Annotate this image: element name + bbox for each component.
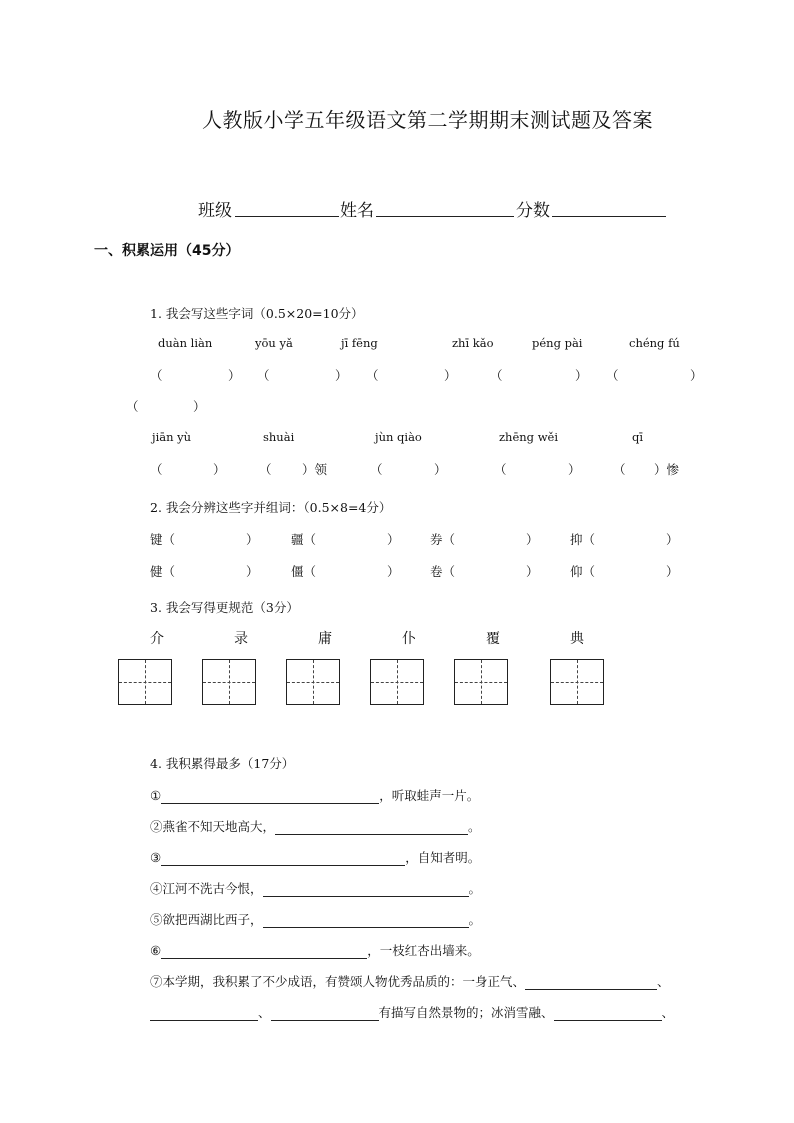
class-field[interactable]	[235, 198, 339, 217]
answer-paren-close: ）	[193, 399, 206, 414]
answer-paren-open: （	[370, 462, 383, 477]
answer-paren-close: ）	[575, 368, 588, 383]
answer-paren-close: ）	[690, 368, 703, 383]
answer-paren-open: （	[126, 399, 139, 414]
pinyin: jī fēng	[341, 336, 378, 350]
fill-blank[interactable]	[263, 882, 469, 897]
fill-item	[150, 910, 481, 928]
question-1-title: 1. 我会写这些字词（0.5×20=10分）	[150, 306, 364, 321]
fill-blank[interactable]	[161, 789, 379, 804]
char-prompt: 抑（	[570, 532, 596, 547]
model-char: 覆	[486, 631, 500, 647]
answer-paren-open: （	[150, 368, 163, 383]
question-2-title: 2. 我会分辨这些字并组词：（0.5×8=4分）	[150, 500, 392, 515]
fill-suffix: 。	[468, 819, 481, 834]
fill-suffix: 、	[661, 1005, 675, 1020]
answer-paren-open: （	[150, 462, 163, 477]
fill-item-7-continued	[150, 1003, 674, 1021]
char-prompt: 券（	[430, 532, 456, 547]
pinyin: yōu yǎ	[255, 336, 293, 350]
fill-blank[interactable]	[275, 820, 468, 835]
fill-suffix: 、	[657, 974, 670, 989]
fill-suffix: ，听取蛙声一片。	[379, 788, 480, 803]
fill-blank[interactable]	[150, 1006, 258, 1021]
answer-paren-close: ）	[666, 564, 679, 579]
fill-prefix: ②燕雀不知天地高大，	[150, 819, 276, 834]
model-char: 典	[570, 631, 584, 647]
fill-mid: 有描写自然景物的；冰消雪融、	[378, 1005, 554, 1020]
answer-paren-close: ）	[387, 564, 400, 579]
writing-grid[interactable]	[454, 659, 508, 705]
pinyin: chéng fú	[629, 336, 680, 350]
section-heading: 一、积累运用（45分）	[94, 243, 240, 259]
fill-blank[interactable]	[554, 1006, 662, 1021]
writing-grid[interactable]	[370, 659, 424, 705]
answer-paren-open: （	[257, 368, 270, 383]
char-prompt: 僵（	[291, 564, 317, 579]
answer-paren-open: （	[490, 368, 503, 383]
writing-grid[interactable]	[286, 659, 340, 705]
fill-blank[interactable]	[161, 851, 405, 866]
name-label: 姓名	[340, 201, 374, 221]
char-prompt: 健（	[150, 564, 176, 579]
fill-item	[150, 941, 480, 959]
answer-paren-open: （	[494, 462, 507, 477]
fill-blank[interactable]	[263, 913, 469, 928]
answer-paren-close-ling: ）领	[302, 462, 328, 477]
answer-paren-close: ）	[246, 532, 259, 547]
answer-paren-close: ）	[526, 564, 539, 579]
fill-item-7	[150, 972, 670, 990]
fill-prefix: ③	[150, 850, 162, 865]
model-char: 仆	[402, 631, 416, 647]
fill-sep: 、	[258, 1005, 271, 1020]
fill-suffix: ，一枝红杏出墙来。	[367, 943, 480, 958]
fill-blank[interactable]	[525, 975, 657, 990]
answer-paren-close: ）	[246, 564, 259, 579]
answer-paren-open: （	[366, 368, 379, 383]
fill-item	[150, 879, 481, 897]
fill-suffix: ，自知者明。	[405, 850, 481, 865]
answer-paren-close: ）	[526, 532, 539, 547]
answer-paren-close: ）	[568, 462, 581, 477]
char-prompt: 疆（	[291, 532, 317, 547]
fill-item	[150, 848, 480, 866]
writing-grid[interactable]	[202, 659, 256, 705]
model-char: 介	[150, 631, 164, 647]
answer-paren-open: （	[606, 368, 619, 383]
model-char: 录	[234, 631, 248, 647]
pinyin: shuài	[263, 430, 295, 444]
fill-prefix: ④江河不洗古今恨，	[150, 881, 263, 896]
fill-item	[150, 817, 481, 835]
fill-blank[interactable]	[161, 944, 367, 959]
pinyin: zhī kǎo	[452, 336, 494, 350]
document-title: 人教版小学五年级语文第二学期期末测试题及答案	[202, 108, 653, 132]
model-char: 庸	[318, 631, 332, 647]
char-prompt: 卷（	[430, 564, 456, 579]
pinyin: jiān yù	[152, 430, 192, 444]
fill-prefix: ⑤欲把西湖比西子，	[150, 912, 263, 927]
writing-grid[interactable]	[550, 659, 604, 705]
pinyin: duàn liàn	[158, 336, 213, 350]
pinyin: zhēng wěi	[499, 430, 559, 444]
pinyin: jùn qiào	[375, 430, 422, 444]
class-label: 班级	[198, 201, 232, 221]
answer-paren-close: ）	[387, 532, 400, 547]
score-label: 分数	[516, 201, 550, 221]
name-field[interactable]	[376, 198, 514, 217]
answer-paren-close: ）	[434, 462, 447, 477]
answer-paren-close-can: ）惨	[654, 462, 680, 477]
fill-prefix: ⑦本学期，我积累了不少成语，有赞颂人物优秀品质的：一身正气、	[150, 974, 526, 989]
answer-paren-close: ）	[213, 462, 226, 477]
pinyin: péng pài	[532, 336, 583, 350]
answer-paren-close: ）	[444, 368, 457, 383]
char-prompt: 键（	[150, 532, 176, 547]
fill-prefix: ⑥	[150, 943, 162, 958]
question-4-title: 4. 我积累得最多（17分）	[150, 756, 295, 771]
score-field[interactable]	[552, 198, 666, 217]
fill-item	[150, 786, 479, 804]
answer-paren-open: （	[259, 462, 272, 477]
answer-paren-close: ）	[666, 532, 679, 547]
fill-suffix: 。	[468, 881, 482, 896]
fill-suffix: 。	[468, 912, 482, 927]
pinyin: qī	[632, 430, 644, 444]
answer-paren-close: ）	[335, 368, 348, 383]
fill-prefix: ①	[150, 788, 162, 803]
writing-grid[interactable]	[118, 659, 172, 705]
answer-paren-close: ）	[228, 368, 241, 383]
answer-paren-open: （	[613, 462, 626, 477]
char-prompt: 仰（	[570, 564, 596, 579]
question-3-title: 3. 我会写得更规范（3分）	[150, 600, 299, 615]
fill-blank[interactable]	[271, 1006, 379, 1021]
